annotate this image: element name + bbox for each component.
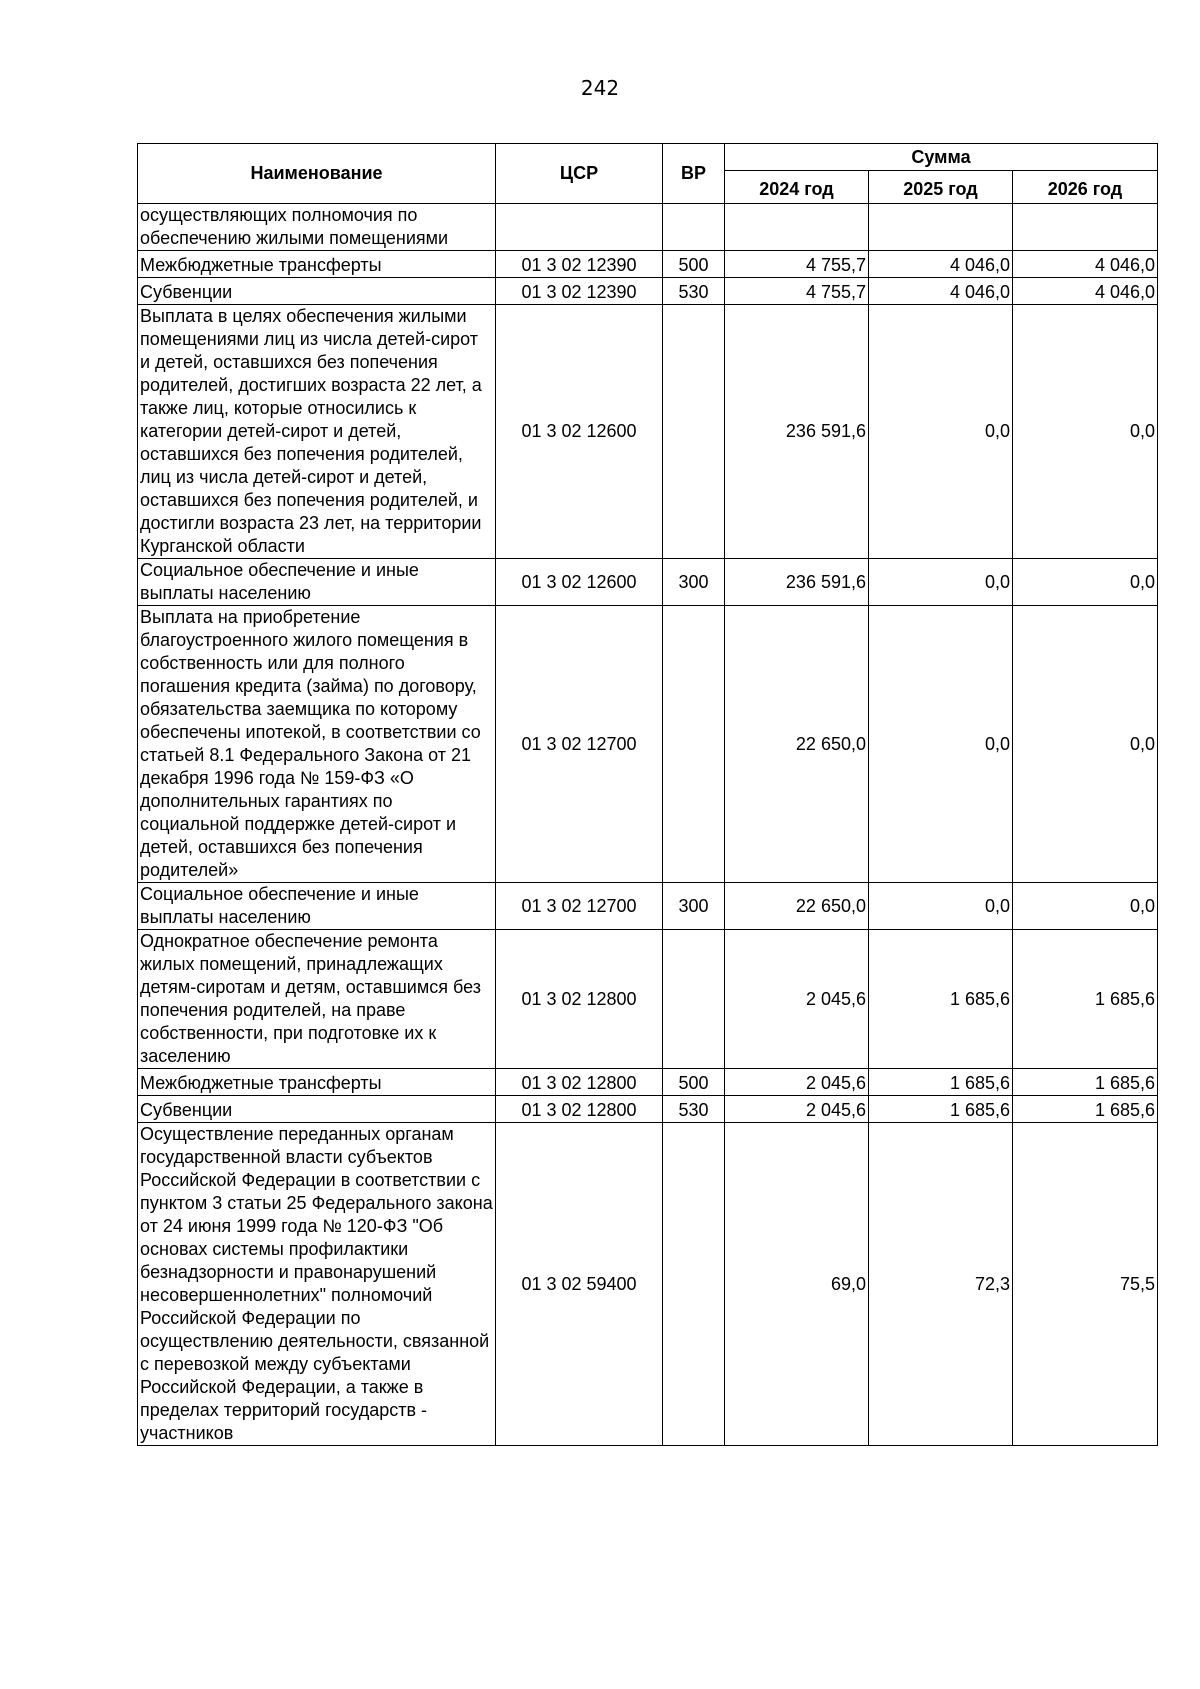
table-row: [138, 930, 1158, 1069]
row-sum-2026: 1 685,6: [1013, 1069, 1158, 1096]
row-vr: [663, 606, 725, 883]
page-number: 242: [580, 76, 620, 100]
row-sum-2024: 4 755,7: [725, 251, 869, 278]
header-vr: ВР: [663, 144, 725, 204]
row-sum-2026: 0,0: [1013, 883, 1158, 930]
table-row: [138, 1123, 1158, 1446]
row-csr: 01 3 02 12800: [496, 930, 663, 1069]
table-row: [138, 204, 1158, 251]
row-sum-2026: 0,0: [1013, 559, 1158, 606]
row-sum-2024: 22 650,0: [725, 883, 869, 930]
row-sum-2026: 1 685,6: [1013, 1096, 1158, 1123]
row-vr: 300: [663, 559, 725, 606]
row-sum-2024: 69,0: [725, 1123, 869, 1446]
header-year-2025: 2025 год: [869, 171, 1013, 204]
row-sum-2024: 2 045,6: [725, 1069, 869, 1096]
row-name: Субвенции: [138, 278, 496, 305]
row-sum-2025: 0,0: [869, 883, 1013, 930]
row-sum-2024: 236 591,6: [725, 305, 869, 559]
row-vr: [663, 305, 725, 559]
row-vr: [663, 204, 725, 251]
row-sum-2024: 2 045,6: [725, 1096, 869, 1123]
row-sum-2025: [869, 204, 1013, 251]
row-sum-2025: 0,0: [869, 606, 1013, 883]
row-sum-2025: 1 685,6: [869, 1096, 1013, 1123]
row-vr: 530: [663, 278, 725, 305]
header-sum: Сумма: [725, 144, 1158, 171]
row-sum-2026: 0,0: [1013, 305, 1158, 559]
row-sum-2024: 236 591,6: [725, 559, 869, 606]
table-row: [138, 883, 1158, 930]
header-year-2026: 2026 год: [1013, 171, 1158, 204]
row-sum-2024: 2 045,6: [725, 930, 869, 1069]
row-sum-2025: 4 046,0: [869, 278, 1013, 305]
row-csr: [496, 204, 663, 251]
row-name: Межбюджетные трансферты: [138, 251, 496, 278]
row-csr: 01 3 02 12700: [496, 606, 663, 883]
row-sum-2025: 1 685,6: [869, 1069, 1013, 1096]
row-name: Выплата в целях обеспечения жилыми помещениями лиц из числа детей-сирот и детей, оставшихся без попечения родителей, достигших возраста 22 лет, а также лиц, которые относились к категории детей-сирот и детей, оставшихся без попечения родителей, лиц из числа детей-сирот и детей, оставшихся без попечения родителей, и достигли возраста 23 лет, на территории Курганской области: [138, 305, 496, 559]
table-body: [138, 204, 1158, 1446]
row-csr: 01 3 02 12600: [496, 559, 663, 606]
table-row: [138, 1096, 1158, 1123]
row-vr: 300: [663, 883, 725, 930]
budget-table: [137, 143, 1158, 1446]
table-row: [138, 305, 1158, 559]
row-vr: 500: [663, 251, 725, 278]
row-name: Однократное обеспечение ремонта жилых помещений, принадлежащих детям-сиротам и детям, оставшимся без попечения родителей, на праве собственности, при подготовке их к заселению: [138, 930, 496, 1069]
row-sum-2025: 0,0: [869, 305, 1013, 559]
row-csr: 01 3 02 12800: [496, 1096, 663, 1123]
row-vr: [663, 1123, 725, 1446]
row-vr: 500: [663, 1069, 725, 1096]
row-name: Осуществление переданных органам государственной власти субъектов Российской Федерации в соответствии с пунктом 3 статьи 25 Федерального закона от 24 июня 1999 года № 120-ФЗ "Об основах системы профилактики безнадзорности и правонарушений несовершеннолетних" полномочий Российской Федерации по осуществлению деятельности, связанной с перевозкой между субъектами Российской Федерации, а также в пределах территорий государств - участников: [138, 1123, 496, 1446]
row-csr: 01 3 02 12390: [496, 278, 663, 305]
row-sum-2026: 75,5: [1013, 1123, 1158, 1446]
row-csr: 01 3 02 59400: [496, 1123, 663, 1446]
row-name: осуществляющих полномочия по обеспечению жилыми помещениями: [138, 204, 496, 251]
row-sum-2025: 0,0: [869, 559, 1013, 606]
header-year-2024: 2024 год: [725, 171, 869, 204]
header-row-top: [138, 144, 1158, 171]
table-header: [138, 144, 1158, 204]
row-sum-2026: [1013, 204, 1158, 251]
table-row: [138, 559, 1158, 606]
row-csr: 01 3 02 12390: [496, 251, 663, 278]
row-vr: [663, 930, 725, 1069]
row-name: Выплата на приобретение благоустроенного жилого помещения в собственность или для полного погашения кредита (займа) по договору, обязательства заемщика по которому обеспечены ипотекой, в соответствии со статьей 8.1 Федерального Закона от 21 декабря 1996 года № 159-ФЗ «О дополнительных гарантиях по социальной поддержке детей-сирот и детей, оставшихся без попечения родителей»: [138, 606, 496, 883]
header-csr: ЦСР: [496, 144, 663, 204]
row-sum-2026: 4 046,0: [1013, 278, 1158, 305]
row-csr: 01 3 02 12800: [496, 1069, 663, 1096]
row-csr: 01 3 02 12600: [496, 305, 663, 559]
row-sum-2025: 1 685,6: [869, 930, 1013, 1069]
table-row: [138, 606, 1158, 883]
row-name: Социальное обеспечение и иные выплаты населению: [138, 559, 496, 606]
row-name: Социальное обеспечение и иные выплаты населению: [138, 883, 496, 930]
row-sum-2025: 4 046,0: [869, 251, 1013, 278]
row-vr: 530: [663, 1096, 725, 1123]
row-sum-2024: 22 650,0: [725, 606, 869, 883]
row-name: Субвенции: [138, 1096, 496, 1123]
table-row: [138, 251, 1158, 278]
row-sum-2026: 4 046,0: [1013, 251, 1158, 278]
header-name: Наименование: [138, 144, 496, 204]
row-sum-2025: 72,3: [869, 1123, 1013, 1446]
table-row: [138, 278, 1158, 305]
row-csr: 01 3 02 12700: [496, 883, 663, 930]
row-name: Межбюджетные трансферты: [138, 1069, 496, 1096]
row-sum-2024: [725, 204, 869, 251]
row-sum-2026: 0,0: [1013, 606, 1158, 883]
table-row: [138, 1069, 1158, 1096]
row-sum-2026: 1 685,6: [1013, 930, 1158, 1069]
row-sum-2024: 4 755,7: [725, 278, 869, 305]
